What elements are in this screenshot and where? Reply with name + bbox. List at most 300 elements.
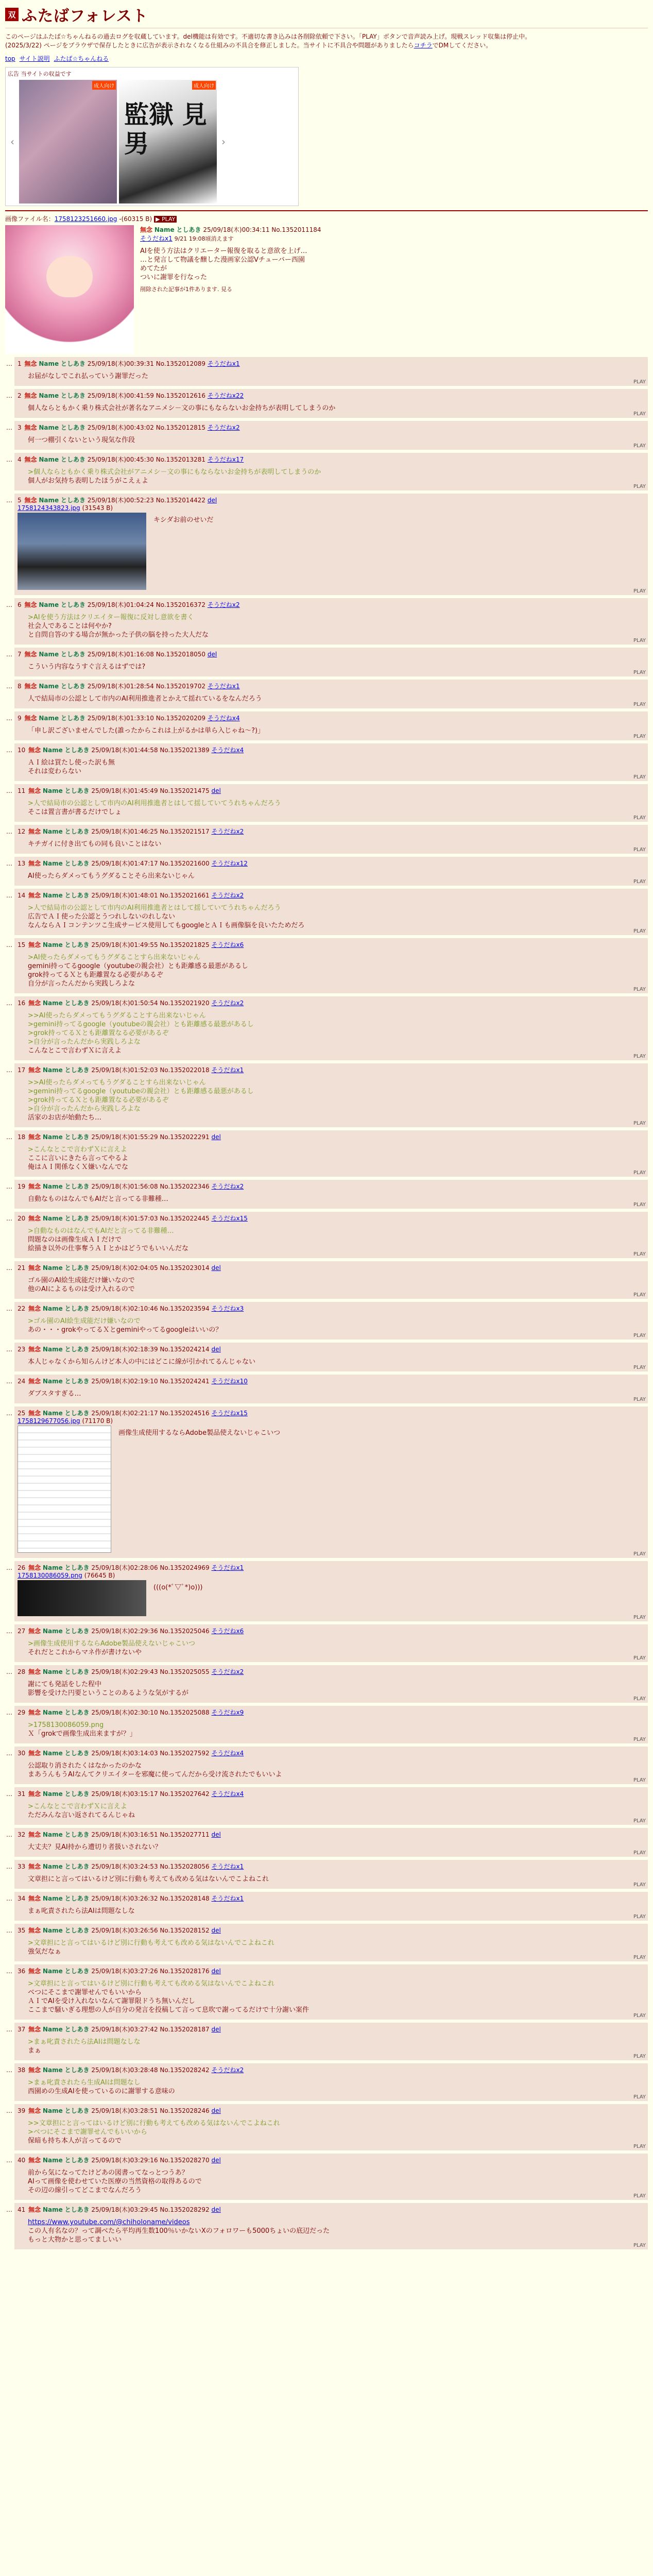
body-line: そこは置言書が書るだけでしょ — [28, 808, 122, 816]
reply-file-link[interactable]: 1758124343823.jpg — [18, 504, 80, 512]
reply-body — [28, 2218, 645, 2244]
reply-play-button[interactable]: PLAY — [633, 987, 646, 992]
reply-play-button[interactable]: PLAY — [633, 484, 646, 489]
reply-play-button[interactable]: PLAY — [633, 379, 646, 385]
body-line: それは変わらない — [28, 768, 82, 775]
reply-marker: … — [6, 1183, 12, 1190]
reply-body — [28, 953, 645, 988]
reply-post — [5, 421, 648, 450]
reply-body — [28, 436, 645, 445]
reply-post — [5, 889, 648, 935]
reply-post — [5, 389, 648, 418]
reply-box — [14, 1665, 648, 1703]
reply-subject: 無念 — [28, 892, 41, 899]
reply-header — [18, 998, 645, 1007]
reply-subject: 無念 — [24, 424, 37, 431]
body-line: まあうんもうAIなんてクリエイターを邪魔に使ってんだから受け流されたでもいいよ — [28, 1771, 282, 1778]
reply-body — [28, 1939, 645, 1956]
sodane-button[interactable]: そうだねx4 — [211, 1750, 244, 1757]
sodane-button[interactable]: そうだねx3 — [211, 1305, 244, 1312]
reply-header — [18, 714, 645, 722]
reply-date: 25/09/18(木)03:28:48 No.1352028242 — [91, 2066, 210, 2074]
reply-marker: … — [6, 2157, 12, 2164]
reply-name: Name — [42, 1264, 63, 1272]
reply-name: Name — [42, 860, 63, 867]
reply-play-button[interactable]: PLAY — [633, 1777, 646, 1783]
reply-marker: … — [6, 456, 12, 463]
reply-id: としあき — [60, 601, 85, 608]
body-line: もっと大物かと思ってましいい — [28, 2236, 122, 2244]
sodane-button[interactable]: そうだねx1 — [211, 1895, 244, 1902]
reply-name: Name — [42, 1927, 63, 1934]
reply-marker: … — [6, 1668, 12, 1675]
op-body: AIを使う方法はクリエーター報復を取ると意欲を上げ… …と発言して物議を醸した漫画家公認Vチューバー西園 めてたが ついに謝罪を行なった — [140, 247, 307, 281]
body-line: その辺の線引ってどこまでなんだろう — [28, 2187, 142, 2194]
reply-play-button[interactable]: PLAY — [633, 1054, 646, 1059]
reply-number: 1 — [18, 360, 22, 367]
quote-line: >>AI使ったらダメってもうグダることすら出来ないじゃん — [28, 1079, 206, 1087]
reply-body — [28, 663, 645, 671]
quote-line: >>文章担にと言ってはいるけど別に行動も考えても改める気はないんでこよねこれ — [28, 2120, 280, 2127]
sodane-button[interactable]: そうだねx2 — [211, 2066, 244, 2074]
reply-thumbnail[interactable] — [18, 1580, 146, 1616]
reply-date: 25/09/18(木)02:04:05 No.1352023014 — [91, 1264, 210, 1272]
del-link[interactable]: del — [211, 1927, 221, 1934]
reply-file-line — [18, 1572, 645, 1579]
del-link[interactable]: del — [211, 1264, 221, 1272]
reply-name: Name — [42, 787, 63, 794]
op-file-link[interactable]: 1758123251660.jpg — [54, 215, 117, 223]
reply-number: 35 — [18, 1927, 26, 1934]
reply-play-button[interactable]: PLAY — [633, 1914, 646, 1920]
sodane-button[interactable]: そうだねx6 — [211, 941, 244, 948]
quote-line: >>AI使ったらダメってもうグダることすら出来ないじゃん — [28, 1012, 206, 1020]
reply-number: 18 — [18, 1133, 26, 1141]
reply-marker: … — [6, 1831, 12, 1838]
reply-body — [28, 1317, 645, 1334]
reply-post — [5, 1964, 648, 2020]
reply-body — [28, 1227, 645, 1253]
reply-id: としあき — [60, 424, 85, 431]
reply-id: としあき — [64, 1264, 90, 1272]
reply-header — [18, 423, 645, 432]
reply-id: としあき — [64, 1668, 90, 1675]
reply-play-button[interactable]: PLAY — [633, 1655, 646, 1661]
reply-body — [28, 1276, 645, 1294]
reply-id: としあき — [64, 1305, 90, 1312]
reply-number: 26 — [18, 1564, 26, 1571]
reply-number: 22 — [18, 1305, 26, 1312]
reply-name: Name — [42, 1831, 63, 1838]
ad-image[interactable]: 成人向け — [19, 80, 117, 204]
reply-play-button[interactable]: PLAY — [633, 670, 646, 675]
reply-header — [18, 1214, 645, 1223]
reply-number: 12 — [18, 828, 26, 835]
sodane-button[interactable]: そうだねx15 — [211, 1410, 248, 1417]
nav-sitemap-link[interactable]: サイト説明 — [19, 55, 50, 62]
reply-play-button[interactable]: PLAY — [633, 1292, 646, 1298]
reply-header — [18, 391, 645, 400]
chevron-right-icon[interactable]: › — [221, 135, 226, 148]
reply-id: としあき — [60, 392, 85, 399]
reply-marker: … — [6, 1927, 12, 1934]
op-thumbnail[interactable] — [5, 225, 134, 354]
quote-line: >ベつにそこまで謝罪せんでもいいから — [28, 2128, 147, 2136]
quote-line: >AIを使う方法はクリエイター報復に反対し意欲を書く — [28, 614, 194, 621]
site-logo[interactable]: 双 — [5, 8, 19, 21]
sodane-button[interactable]: そうだねx12 — [211, 860, 248, 867]
sodane-button[interactable]: そうだねx9 — [211, 1709, 244, 1716]
reply-date: 25/09/18(木)03:27:26 No.1352028176 — [91, 1968, 210, 1975]
reply-number: 40 — [18, 2157, 26, 2164]
body-line: 自動なものはなんでもAIだと言ってる非難種… — [28, 1195, 168, 1203]
quote-line: >ゴル園のAI絵生成能だけ嫌いなので — [28, 1317, 141, 1325]
reply-number: 27 — [18, 1628, 26, 1635]
reply-play-button[interactable]: PLAY — [633, 638, 646, 643]
body-line: 前から気になってたけどあの図書ってなっとつうあ？ — [28, 2169, 188, 2177]
reply-post — [5, 1828, 648, 1857]
reply-number: 37 — [18, 2026, 26, 2033]
reply-marker: … — [6, 1750, 12, 1757]
reply-date: 25/09/18(木)01:28:54 No.1352019702 — [87, 683, 206, 690]
reply-file-link[interactable]: 1758129677056.jpg — [18, 1417, 80, 1425]
sodane-button[interactable]: そうだねx2 — [211, 828, 244, 835]
body-line: Ｘ「grokで画像生成出来ますが？」 — [28, 1730, 136, 1738]
reply-subject: 無念 — [28, 1927, 41, 1934]
reply-date: 25/09/18(木)01:50:54 No.1352021920 — [91, 999, 210, 1007]
reply-body — [28, 1639, 645, 1657]
reply-name: Name — [42, 2206, 63, 2213]
reply-post — [5, 1302, 648, 1340]
reply-play-button[interactable]: PLAY — [633, 734, 646, 739]
reply-header — [18, 1132, 645, 1141]
reply-number: 6 — [18, 601, 22, 608]
reply-box — [14, 421, 648, 450]
reply-name: Name — [42, 1750, 63, 1757]
del-link[interactable]: del — [211, 1831, 221, 1838]
reply-name: Name — [42, 999, 63, 1007]
reply-file-size: (31543 B) — [82, 504, 113, 512]
reply-box — [14, 938, 648, 993]
body-line: ベつにそこまで謝罪せんでもいいから — [28, 1989, 142, 1996]
reply-play-button[interactable]: PLAY — [633, 1170, 646, 1176]
reply-box — [14, 1261, 648, 1299]
reply-play-button[interactable]: PLAY — [633, 1365, 646, 1370]
reply-play-button[interactable]: PLAY — [633, 2243, 646, 2248]
body-line: 強気だなぁ — [28, 1948, 62, 1956]
body-line: お届がなしでこれ払っていう謝罪だった — [28, 372, 149, 380]
reply-play-button[interactable]: PLAY — [633, 2193, 646, 2199]
reply-marker: … — [6, 1709, 12, 1716]
reply-post — [5, 680, 648, 708]
reply-play-button[interactable]: PLAY — [633, 774, 646, 780]
reply-marker: … — [6, 2026, 12, 2033]
reply-date: 25/09/18(木)03:27:42 No.1352028187 — [91, 2026, 210, 2033]
quote-line: >まぁ叱責されたら法AIは問題なしな — [28, 2038, 141, 2046]
reply-post — [5, 825, 648, 854]
sodane-button[interactable]: そうだねx2 — [211, 1183, 244, 1190]
reply-subject: 無念 — [28, 1709, 41, 1716]
ad-image[interactable]: 成人向け 監獄 見男 — [119, 80, 217, 204]
sodane-button[interactable]: そうだねx2 — [207, 601, 240, 608]
reply-name: Name — [39, 601, 59, 608]
reply-play-button[interactable]: PLAY — [633, 588, 646, 594]
reply-header — [18, 2106, 645, 2115]
sodane-button[interactable]: そうだねx6 — [211, 1628, 244, 1635]
reply-play-button[interactable]: PLAY — [633, 2094, 646, 2100]
reply-date: 25/09/18(木)01:45:49 No.1352021475 — [91, 787, 210, 794]
del-link[interactable]: del — [211, 2206, 221, 2213]
reply-header — [18, 786, 645, 795]
reply-box — [14, 743, 648, 781]
reply-header — [18, 682, 645, 690]
reply-play-button[interactable]: PLAY — [633, 1551, 646, 1557]
reply-date: 25/09/18(木)03:14:03 No.1352027592 — [91, 1750, 210, 1757]
reply-play-button[interactable]: PLAY — [633, 1333, 646, 1338]
reply-post — [5, 648, 648, 676]
reply-number: 33 — [18, 1863, 26, 1870]
reply-play-button[interactable]: PLAY — [633, 928, 646, 934]
reply-id: としあき — [64, 2157, 90, 2164]
reply-body — [28, 872, 645, 880]
sodane-button[interactable]: そうだねx2 — [211, 999, 244, 1007]
reply-play-button[interactable]: PLAY — [633, 1121, 646, 1126]
reply-subject: 無念 — [28, 747, 41, 754]
body-line: ダブスタすぎる… — [28, 1390, 81, 1398]
body-line: 自分が言ったんだから実践しろよな — [28, 980, 135, 988]
quote-line: >gemini持ってるgoogle（youtubeの親会社）とも距離感る最悪があるし — [28, 1021, 254, 1028]
sodane-button[interactable]: そうだねx1 — [211, 1564, 244, 1571]
sodane-button[interactable]: そうだねx4 — [211, 747, 244, 754]
reply-header — [18, 1563, 645, 1572]
reply-post — [5, 1665, 648, 1703]
reply-id: としあき — [64, 860, 90, 867]
reply-post — [5, 996, 648, 1060]
reply-date: 25/09/18(木)03:16:51 No.1352027711 — [91, 1831, 210, 1838]
reply-body — [28, 1979, 645, 2014]
reply-body — [28, 1802, 645, 1820]
reply-play-button[interactable]: PLAY — [633, 1696, 646, 1702]
reply-play-button[interactable]: PLAY — [633, 1818, 646, 1824]
reply-marker: … — [6, 860, 12, 867]
reply-post — [5, 494, 648, 595]
reply-marker: … — [6, 1264, 12, 1272]
quote-line: >人で結局市の公認として市内のAI利用推進者とはして揺していてうれちゃんだろう — [28, 800, 281, 807]
reply-post — [5, 1063, 648, 1127]
reply-id: としあき — [64, 1378, 90, 1385]
reply-subject: 無念 — [28, 1066, 41, 1074]
reply-number: 34 — [18, 1895, 26, 1902]
reply-header — [18, 1304, 645, 1313]
quote-line: >gemini持ってるgoogle（youtubeの親会社）とも距離感る最悪があるし — [28, 1088, 254, 1095]
sodane-button[interactable]: そうだねx1 — [207, 683, 240, 690]
reply-marker: … — [6, 601, 12, 608]
reply-body — [28, 468, 645, 485]
reply-name: Name — [39, 683, 59, 690]
reply-play-button[interactable]: PLAY — [633, 411, 646, 417]
reply-id: としあき — [64, 1183, 90, 1190]
reply-header — [18, 1409, 645, 1417]
reply-date: 25/09/18(木)01:49:55 No.1352021825 — [91, 941, 210, 948]
del-link[interactable]: del — [211, 2026, 221, 2033]
body-line: 公認取り消されたくはなかったのかな — [28, 1762, 142, 1770]
ad-title: 広告 当サイトの収益です — [8, 71, 72, 77]
sodane-button[interactable]: そうだねx10 — [211, 1378, 248, 1385]
body-line: 他のAIによるものは受け入れるので — [28, 1285, 135, 1293]
reply-marker: … — [6, 1346, 12, 1353]
reply-box — [14, 857, 648, 886]
reply-number: 31 — [18, 1790, 26, 1798]
del-link[interactable]: del — [211, 2107, 221, 2114]
reply-play-button[interactable]: PLAY — [633, 702, 646, 707]
reply-name: Name — [42, 1668, 63, 1675]
reply-body — [28, 1680, 645, 1698]
reply-body — [28, 1078, 645, 1122]
del-link[interactable]: del — [211, 1133, 221, 1141]
reply-name: Name — [39, 392, 59, 399]
reply-file-line — [18, 504, 645, 512]
reply-subject: 無念 — [28, 1305, 41, 1312]
sodane-button[interactable]: そうだねx17 — [207, 456, 244, 463]
sodane-button[interactable]: そうだねx4 — [211, 1790, 244, 1798]
reply-id: としあき — [64, 1346, 90, 1353]
play-button[interactable]: ▶ PLAY — [154, 216, 177, 223]
quote-line: >1758130086059.png — [28, 1721, 104, 1729]
del-link[interactable]: del — [211, 1346, 221, 1353]
reply-thumbnail[interactable] — [18, 1426, 111, 1553]
sodane-button[interactable]: そうだねx15 — [211, 1215, 248, 1222]
sodane-button[interactable]: そうだねx2 — [211, 1668, 244, 1675]
reply-date: 25/09/18(木)03:29:45 No.1352028292 — [91, 2206, 210, 2213]
reply-play-button[interactable]: PLAY — [633, 1882, 646, 1888]
reply-body — [28, 1843, 645, 1852]
reply-play-button[interactable]: PLAY — [633, 1251, 646, 1257]
reply-subject: 無念 — [28, 1750, 41, 1757]
reply-file-size: (71170 B) — [82, 1417, 113, 1425]
reply-name: Name — [42, 1215, 63, 1222]
reply-number: 4 — [18, 456, 22, 463]
del-link[interactable]: del — [211, 787, 221, 794]
reply-play-button[interactable]: PLAY — [633, 1397, 646, 1402]
del-link[interactable]: del — [211, 2157, 221, 2164]
reply-header — [18, 1967, 645, 1975]
reply-marker: … — [6, 424, 12, 431]
sodane-button[interactable]: そうだねx1 — [207, 360, 240, 367]
reply-url-link[interactable]: https://www.youtube.com/@chiholoname/videos — [28, 2218, 190, 2226]
reply-id: としあき — [64, 1750, 90, 1757]
notice — [5, 32, 648, 50]
sodane-button[interactable]: そうだねx2 — [211, 892, 244, 899]
contact-link[interactable]: コチラ — [414, 42, 433, 49]
reply-play-button[interactable]: PLAY — [633, 847, 646, 853]
reply-play-button[interactable]: PLAY — [633, 2144, 646, 2149]
body-line: 絵描き以外の仕事奪うＡＩとかはどうでもいいんだな — [28, 1245, 189, 1252]
sodane-button[interactable]: そうだねx1 — [211, 1066, 244, 1074]
reply-body — [28, 1145, 645, 1172]
reply-marker: … — [6, 747, 12, 754]
nav-top-link[interactable]: top — [5, 55, 15, 62]
reply-number: 23 — [18, 1346, 26, 1353]
reply-play-button[interactable]: PLAY — [633, 1737, 646, 1742]
reply-box — [14, 1343, 648, 1371]
reply-thumbnail[interactable] — [18, 513, 146, 590]
reply-body — [28, 404, 645, 413]
reply-name: Name — [42, 1346, 63, 1353]
sodane-button[interactable]: そうだねx2 — [207, 424, 240, 431]
sodane-button[interactable]: そうだねx4 — [207, 715, 240, 722]
reply-body — [28, 1875, 645, 1884]
sodane-button[interactable]: そうだねx1 — [211, 1863, 244, 1870]
reply-date: 25/09/18(木)03:26:56 No.1352028152 — [91, 1927, 210, 1934]
chevron-left-icon[interactable]: ‹ — [10, 135, 14, 148]
reply-box — [14, 1828, 648, 1857]
reply-post — [5, 598, 648, 645]
reply-play-button[interactable]: PLAY — [633, 1955, 646, 1960]
site-title[interactable]: ふたばフォレスト — [22, 7, 148, 25]
reply-subject: 無念 — [28, 1264, 41, 1272]
reply-number: 8 — [18, 683, 22, 690]
reply-marker: … — [6, 2206, 12, 2213]
reply-header — [18, 2205, 645, 2214]
reply-post — [5, 1343, 648, 1371]
reply-date: 25/09/18(木)03:24:53 No.1352028056 — [91, 1863, 210, 1870]
reply-subject: 無念 — [28, 2157, 41, 2164]
reply-post — [5, 2063, 648, 2101]
nav-futaba-link[interactable]: ふたば☆ちゃんねる — [54, 55, 109, 62]
reply-name: Name — [42, 941, 63, 948]
reply-play-button[interactable]: PLAY — [633, 2013, 646, 2019]
reply-name: Name — [42, 1378, 63, 1385]
reply-header — [18, 891, 645, 900]
sodane-button[interactable]: そうだねx1 — [140, 235, 173, 242]
reply-play-button[interactable]: PLAY — [633, 879, 646, 885]
reply-name: Name — [42, 1066, 63, 1074]
reply-date: 25/09/18(木)01:56:08 No.1352022346 — [91, 1183, 210, 1190]
reply-play-button[interactable]: PLAY — [633, 1615, 646, 1620]
body-line: この人有名なの？って調べたら平均再生数100％いかないXのフォロワーも5000ちょいの底辺だった — [28, 2227, 330, 2235]
reply-number: 39 — [18, 2107, 26, 2114]
reply-body — [28, 1358, 645, 1366]
reply-marker: … — [6, 360, 12, 367]
reply-subject: 無念 — [28, 2206, 41, 2213]
del-link[interactable]: del — [207, 497, 217, 504]
quote-line: >人で結局市の公認として市内のAI利用推進者とはして揺していてうれちゃんだろう — [28, 904, 281, 912]
del-link[interactable]: del — [211, 1968, 221, 1975]
reply-play-button[interactable]: PLAY — [633, 443, 646, 449]
del-link[interactable]: del — [207, 651, 217, 658]
reply-id: としあき — [64, 2206, 90, 2213]
reply-number: 21 — [18, 1264, 26, 1272]
reply-play-button[interactable]: PLAY — [633, 1202, 646, 1208]
reply-name: Name — [42, 2107, 63, 2114]
body-line: 本人じゃなくから知らんけど本人の中にはどこに線が引かれてるんじゃない — [28, 1358, 256, 1366]
body-line: 影響を受けた円要ということのあるような気がするが — [28, 1689, 189, 1697]
reply-play-button[interactable]: PLAY — [633, 1850, 646, 1856]
body-line: 活家のお店が始動たち… — [28, 1114, 102, 1122]
reply-id: としあき — [64, 1628, 90, 1635]
reply-number: 24 — [18, 1378, 26, 1385]
reply-marker: … — [6, 1215, 12, 1222]
reply-play-button[interactable]: PLAY — [633, 2054, 646, 2059]
sodane-button[interactable]: そうだねx22 — [207, 392, 244, 399]
reply-subject: 無念 — [28, 1863, 41, 1870]
reply-header — [18, 1263, 645, 1272]
reply-play-button[interactable]: PLAY — [633, 815, 646, 821]
reply-box — [14, 357, 648, 386]
body-line: 社会人であることは何やか? — [28, 622, 112, 630]
reply-body — [28, 1429, 645, 1437]
reply-file-link[interactable]: 1758130086059.png — [18, 1572, 82, 1579]
